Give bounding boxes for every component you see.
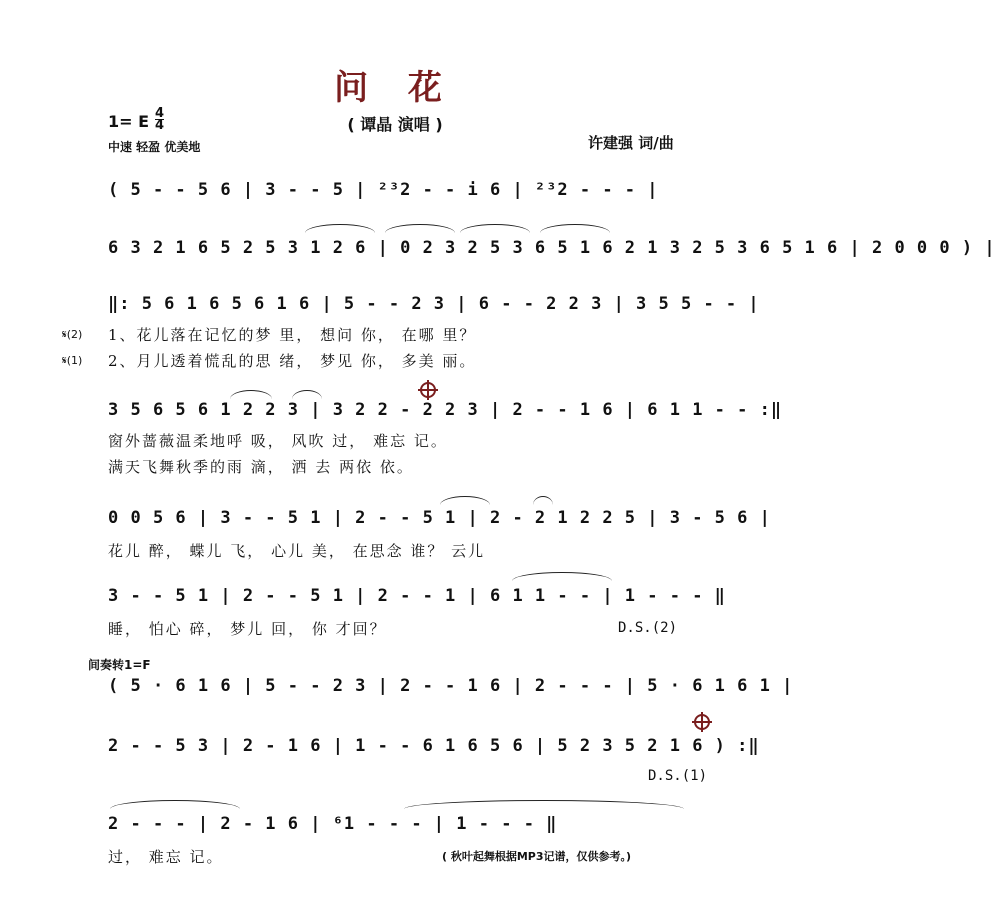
slur [292,390,322,399]
segno-marker-1: 𝄋(1) [62,354,83,367]
slur [460,224,530,233]
key-signature: 1= E [108,112,150,131]
notation-line-8: 2 - - 5 3 | 2 - 1 6 | 1 - - 6 1 6 5 6 | 5 2 3 5 2 1 6 ) :‖ [108,736,760,756]
notation-line-1: ( 5 - - 5 6 | 3 - - 5 | ²³2 - - i 6 | ²³2 - - - | [108,180,659,200]
notation-line-7: ( 5 · 6 1 6 | 5 - - 2 3 | 2 - - 1 6 | 2 - - - | 5 · 6 1 6 1 | [108,676,794,696]
composer-credit: 许建强 词/曲 [588,134,674,152]
time-signature [155,108,164,131]
notation-line-6: 3 - - 5 1 | 2 - - 5 1 | 2 - - 1 | 6 1 1 - - | 1 - - - ‖ [108,586,726,606]
song-title: 问 花 [334,68,456,108]
lyric-line-verse-2: 2、月儿透着慌乱的思 绪， 梦见 你， 多美 丽。 [108,352,477,370]
slur [385,224,455,233]
notation-line-5: 0 0 5 6 | 3 - - 5 1 | 2 - - 5 1 | 2 - 2 1 2 2 5 | 3 - 5 6 | [108,508,771,528]
transcription-note: ( 秋叶起舞根据MP3记谱，仅供参考。) [442,850,632,863]
time-bottom: 4 [155,118,165,133]
dal-segno-1: D.S.(1) [648,768,708,784]
notation-line-2: 6 3 2 1 6 5 2 5 3 1 2 6 | 0 2 3 2 5 3 6 5 1 6 2 1 3 2 5 3 6 5 1 6 | 2 0 0 0 ) | [108,238,996,258]
time-top: 4 [155,106,165,121]
coda-icon [420,382,436,398]
dal-segno-2: D.S.(2) [618,620,678,636]
lyric-line-verse-2: 满天飞舞秋季的雨 滴， 洒 去 两依 依。 [108,458,414,476]
slur [305,224,375,233]
lyric-line-chorus: 睡， 怕心 碎， 梦儿 回， 你 才回？ [108,620,387,638]
segno-marker-2: 𝄋(2) [62,328,83,341]
lyric-line-verse-1: 1、花儿落在记忆的梦 里， 想问 你， 在哪 里？ [108,326,477,344]
notation-line-3: ‖: 5 6 1 6 5 6 1 6 | 5 - - 2 3 | 6 - - 2 2 3 | 3 5 5 - - | [108,294,760,314]
slur [230,390,272,399]
notation-line-9: 2 - - - | 2 - 1 6 | ⁶1 - - - | 1 - - - ‖ [108,814,558,834]
singer-credit: ( 谭晶 演唱 ) [347,115,443,134]
coda-icon [694,714,710,730]
tie [512,572,612,581]
interlude-label: 间奏转1=F [88,658,151,672]
tempo-marking: 中速 轻盈 优美地 [108,140,201,154]
slur [440,496,490,505]
lyric-line-chorus: 花儿 醉， 蝶儿 飞， 心儿 美， 在思念 谁？ 云儿 [108,542,486,560]
lyric-line-verse-1: 窗外蔷薇温柔地呼 吸， 风吹 过， 难忘 记。 [108,432,448,450]
notation-line-4: 3 5 6 5 6 1 2 2 3 | 3 2 2 - 2 2 3 | 2 - - 1 6 | 6 1 1 - - :‖ [108,400,783,420]
lyric-line-ending: 过， 难忘 记。 [108,848,224,866]
tie [404,800,684,809]
tie [110,800,240,809]
slur [533,496,553,505]
slur [540,224,610,233]
